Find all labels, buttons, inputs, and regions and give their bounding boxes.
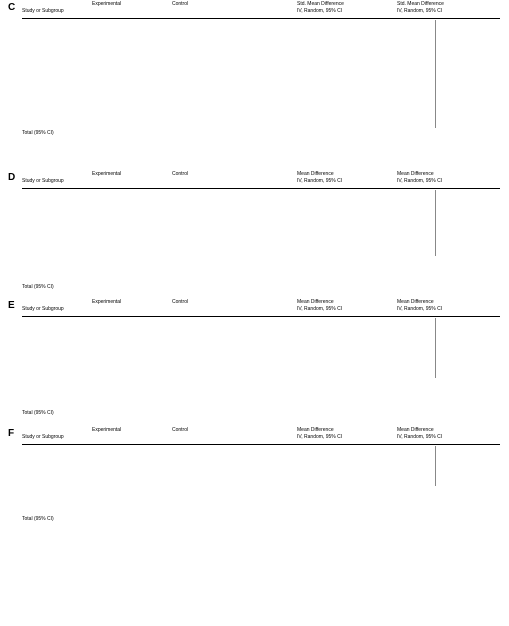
plot-column-header: Mean Difference [397, 171, 434, 177]
effect-column-header: Mean Difference [297, 299, 334, 305]
method-subheader: IV, Random, 95% CI [397, 306, 443, 312]
method-subheader: IV, Random, 95% CI [397, 178, 443, 184]
plot-column-header: Mean Difference [397, 299, 434, 305]
no-effect-line [435, 20, 436, 128]
total-row [22, 410, 500, 417]
control-group-header: Control [172, 1, 189, 7]
panel-label: C [8, 2, 16, 13]
header-rule [22, 18, 500, 19]
forest-plot-area [370, 190, 500, 256]
panel-label: F [8, 428, 15, 439]
header-rule [22, 316, 500, 317]
total-label: Total (95% CI) [22, 284, 54, 290]
experimental-group-header: Experimental [92, 299, 122, 305]
forest-plot-area [370, 318, 500, 378]
header-rule [22, 188, 500, 189]
no-effect-line [435, 446, 436, 486]
table-header [22, 300, 500, 316]
forest-plot-area [370, 20, 500, 128]
total-label: Total (95% CI) [22, 410, 54, 416]
study-column-header: Study or Subgroup [22, 434, 64, 440]
header-rule [22, 444, 500, 445]
plot-column-header: Std. Mean Difference [397, 1, 444, 7]
method-subheader: IV, Random, 95% CI [397, 8, 443, 14]
control-group-header: Control [172, 171, 189, 177]
total-label: Total (95% CI) [22, 130, 54, 136]
total-row [22, 284, 500, 291]
total-row [22, 516, 500, 523]
effect-column-header: Mean Difference [297, 171, 334, 177]
forest-plot-panel-c [10, 2, 500, 145]
method-subheader: IV, Random, 95% CI [297, 434, 343, 440]
control-group-header: Control [172, 427, 189, 433]
method-subheader: IV, Random, 95% CI [297, 178, 343, 184]
study-column-header: Study or Subgroup [22, 8, 64, 14]
forest-plot-area [370, 446, 500, 486]
forest-plot-panel-e [10, 300, 500, 428]
total-row [22, 130, 500, 137]
table-header [22, 428, 500, 444]
total-label: Total (95% CI) [22, 516, 54, 522]
panel-label: D [8, 172, 16, 183]
study-column-header: Study or Subgroup [22, 178, 64, 184]
experimental-group-header: Experimental [92, 427, 122, 433]
table-header [22, 2, 500, 18]
effect-column-header: Std. Mean Difference [297, 1, 344, 7]
control-group-header: Control [172, 299, 189, 305]
plot-column-header: Mean Difference [397, 427, 434, 433]
panel-label: E [8, 300, 15, 311]
experimental-group-header: Experimental [92, 171, 122, 177]
experimental-group-header: Experimental [92, 1, 122, 7]
effect-column-header: Mean Difference [297, 427, 334, 433]
study-column-header: Study or Subgroup [22, 306, 64, 312]
no-effect-line [435, 318, 436, 378]
forest-plot-panel-d [10, 172, 500, 300]
table-header [22, 172, 500, 188]
forest-plot-panel-f [10, 428, 500, 540]
no-effect-line [435, 190, 436, 256]
method-subheader: IV, Random, 95% CI [297, 8, 343, 14]
method-subheader: IV, Random, 95% CI [397, 434, 443, 440]
method-subheader: IV, Random, 95% CI [297, 306, 343, 312]
